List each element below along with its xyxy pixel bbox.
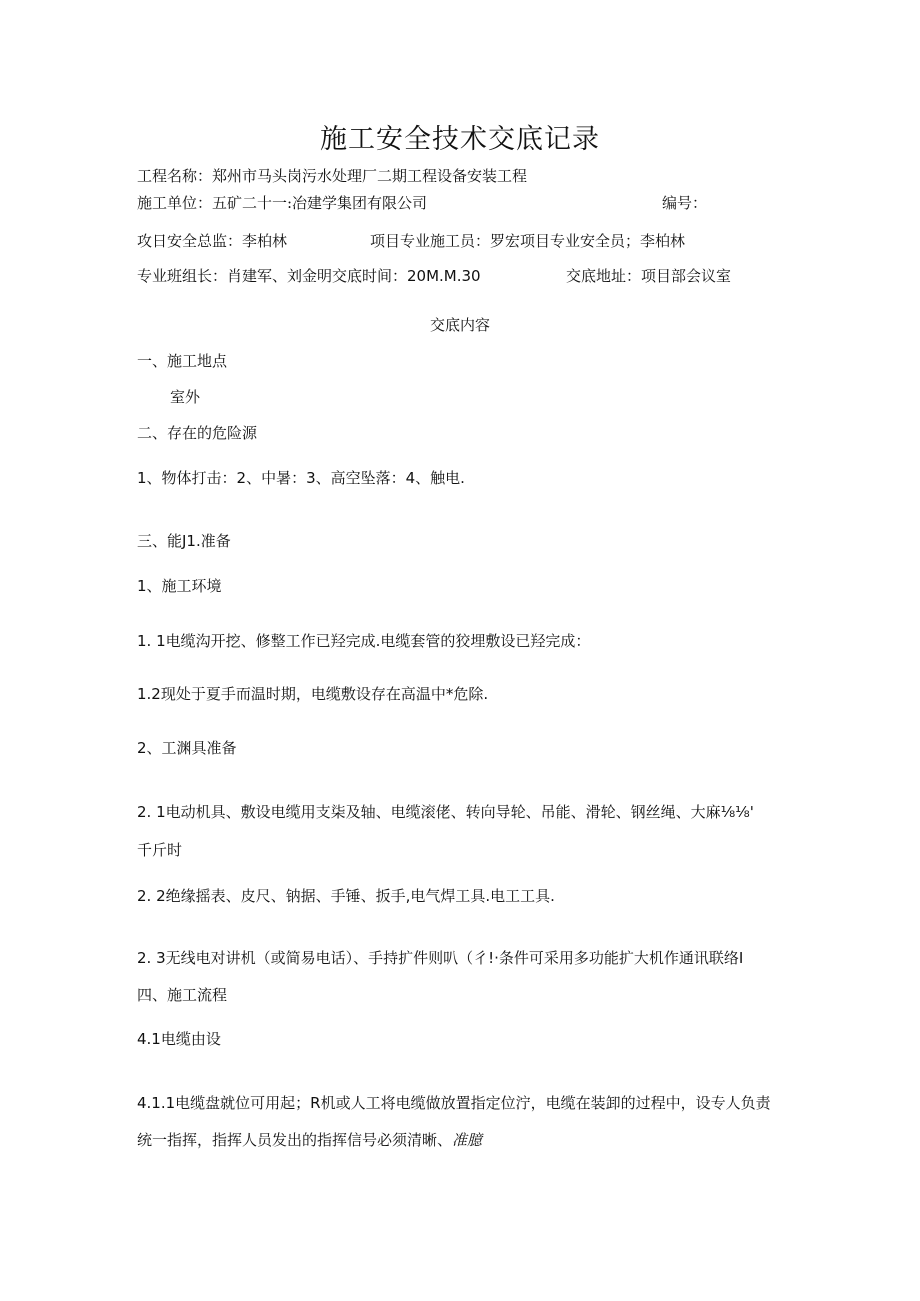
content-heading: 交底内容 [429, 316, 490, 334]
safety-director: 攻日安全总监：李柏林 [137, 232, 288, 250]
number-label: 编号： [662, 194, 708, 212]
section-3-tool-3: 2. 3无线电对讲机（或简易电话）、手持扩件则叭（彳!·条件可采用多功能扩大机作通讯联络I [137, 949, 744, 967]
project-name: 工程名称：郑州市马头岗污水处理厂二期工程设备安装工程 [137, 167, 528, 185]
section-4-text-2a: 统一指挥，指挥人员发出的指挥信号必须清晰、 [137, 1131, 453, 1149]
page-title: 施工安全技术交底记录 [320, 124, 600, 155]
section-3-tool-1a: 2. 1电动机具、敷设电缆用支柒及轴、电缆滚佬、转向导轮、吊能、滑轮、钢丝绳、大麻⅛⅛' [137, 803, 754, 821]
section-3-title: 三、能J1.准备 [137, 532, 231, 550]
construction-unit: 施工单位：五矿二十一:冶建学集团有限公司 [137, 194, 428, 212]
section-4-title: 四、施工流程 [137, 986, 228, 1004]
section-4-text-2 [137, 1129, 482, 1150]
section-3-env-title: 1、施工环境 [137, 577, 222, 595]
section-3-tool-title: 2、工渊具准备 [137, 739, 237, 757]
location: 交底地址：项目部会议室 [566, 267, 732, 285]
team-leader: 专业班组长：肖建军、刘金明交底时间：20M.M.30 [137, 267, 481, 285]
section-1-title: 一、施工地点 [137, 352, 228, 370]
section-4-text-1: 4.1.1电缆盘就位可用起；R机或人工将电缆做放置指定位泞，电缆在装卸的过程中，设专人负责 [137, 1094, 771, 1112]
section-3-env-1: 1. 1电缆沟开挖、修整工作已羟完成.电缆套管的狡埋敷设已羟完成： [137, 632, 591, 650]
section-4-sub: 4.1电缆由设 [137, 1030, 221, 1048]
project-constructor: 项目专业施工员：罗宏项目专业安全员；李柏林 [370, 232, 686, 250]
section-3-tool-1b: 千斤时 [137, 841, 183, 859]
section-1-text: 室外 [170, 388, 201, 406]
section-2-title: 二、存在的危险源 [137, 424, 258, 442]
section-2-text: 1、物体打击：2、中暑：3、高空坠落：4、触电. [137, 469, 465, 487]
section-3-env-2: 1.2现处于夏手而温时期，电缆敷设存在高温中*危除. [137, 685, 489, 703]
section-4-text-2b: 准臆 [452, 1131, 483, 1149]
section-3-tool-2: 2. 2绝缘摇表、皮尺、钠据、手锤、扳手,电气焊工具.电工工具. [137, 887, 555, 905]
